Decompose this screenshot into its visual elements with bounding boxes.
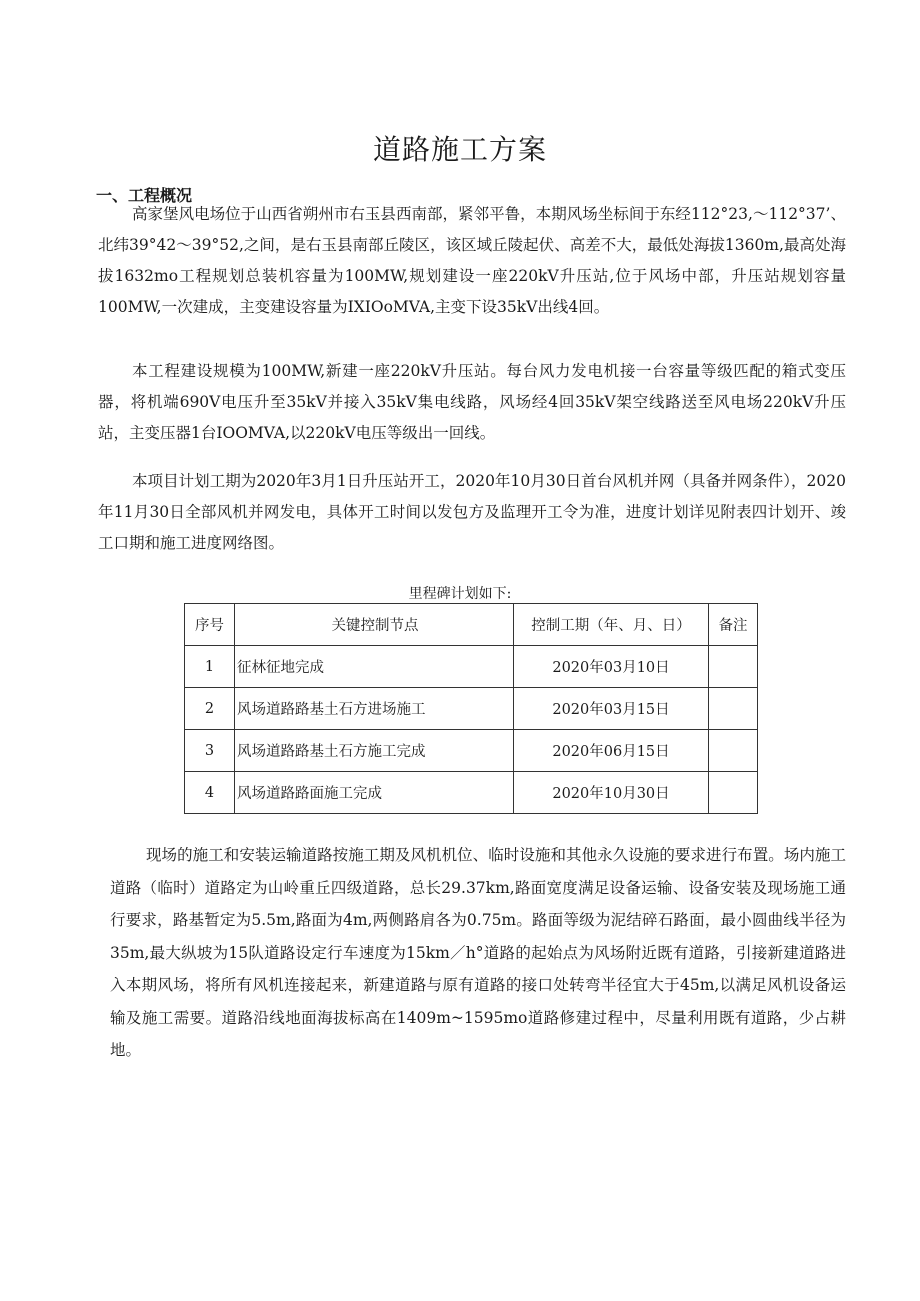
cell-remarks	[709, 772, 758, 814]
cell-number: 1	[185, 646, 235, 688]
paragraph-roads: 现场的施工和安装运输道路按施工期及风机机位、临时设施和其他永久设施的要求进行布置。场内施工道路（临时）道路定为山岭重丘四级道路，总长29.37km,路面宽度满足设备运输、设备安装及现场施工通行要求，路基暂定为5.5m,路面为4m,两侧路肩各为0.75m。路面等级为泥结碎石路面，最小圆曲线半径为35m,最大纵坡为15队道路设定行车速度为15km／h°道路的起始点为风场附近既有道路，引接新建道路进入本期风场，将所有风机连接起来，新建道路与原有道路的接口处转弯半径宜大于45m,以满足风机设备运输及施工需要。道路沿线地面海拔标高在1409m~1595mo道路修建过程中，尽量利用既有道路，少占耕地。	[110, 846, 846, 1059]
paragraph-schedule: 本项目计划工期为2020年3月1日升压站开工，2020年10月30日首台风机并网（具备并网条件），2020年11月30日全部风机并网发电，具体开工时间以发包方及监理开工令为准，进度计划详见附表四计划开、竣工口期和施工进度网络图。	[98, 472, 846, 552]
cell-control-date: 2020年03月15日	[514, 688, 709, 730]
cell-remarks	[709, 646, 758, 688]
header-number: 序号	[185, 604, 235, 646]
cell-key-node: 征林征地完成	[235, 646, 514, 688]
cell-number: 2	[185, 688, 235, 730]
document-title: 道路施工方案	[372, 133, 547, 166]
cell-remarks	[709, 730, 758, 772]
header-control-date: 控制工期（年、月、日）	[514, 604, 709, 646]
cell-number: 4	[185, 772, 235, 814]
table-row	[185, 688, 758, 730]
paragraph-scale: 本工程建设规模为100MW,新建一座220kV升压站。每台风力发电机接一台容量等级匹配的箱式变压器，将机端690V电压升至35kV并接入35kV集电线路，风场经4回35kV架空线路送至风电场220kV升压站，主变压器1台IOOMVA,以220kV电压等级出一回线。	[98, 362, 846, 442]
table-row	[185, 646, 758, 688]
milestone-table	[184, 603, 758, 814]
cell-key-node: 风场道路路基土石方进场施工	[235, 688, 514, 730]
header-remarks: 备注	[709, 604, 758, 646]
table-caption: 里程碑计划如下:	[408, 586, 512, 602]
cell-key-node: 风场道路路基土石方施工完成	[235, 730, 514, 772]
cell-control-date: 2020年06月15日	[514, 730, 709, 772]
table-row	[185, 772, 758, 814]
cell-key-node: 风场道路路面施工完成	[235, 772, 514, 814]
cell-control-date: 2020年10月30日	[514, 772, 709, 814]
cell-control-date: 2020年03月10日	[514, 646, 709, 688]
cell-number: 3	[185, 730, 235, 772]
cell-remarks	[709, 688, 758, 730]
table-row	[185, 730, 758, 772]
table-header-row	[185, 604, 758, 646]
paragraph-overview: 高家堡风电场位于山西省朔州市右玉县西南部，紧邻平鲁，本期风场坐标间于东经112°23,～112°37’、北纬39°42～39°52,之间，是右玉县南部丘陵区，该区域丘陵起伏、高差不大，最低处海拔1360m,最高处海拔1632mo工程规划总装机容量为100MW,规划建设一座220kV升压站,位于风场中部，升压站规划容量100MW,一次建成，主变建设容量为IXIOoMVA,主变下设35kV出线4回。	[98, 205, 846, 316]
section-heading: 一、工程概况	[96, 186, 193, 205]
header-key-node: 关键控制节点	[235, 604, 514, 646]
